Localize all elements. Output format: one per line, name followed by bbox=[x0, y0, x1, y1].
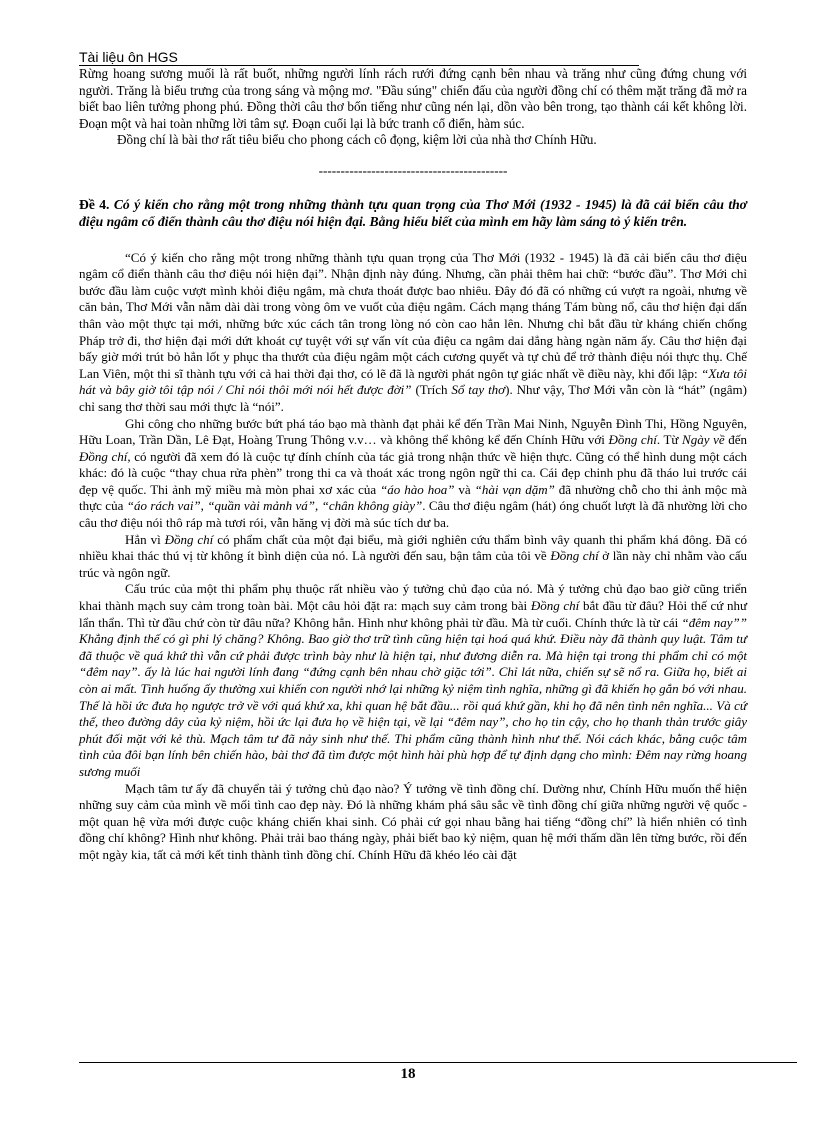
essay-paragraph-5: Mạch tâm tư ấy đã chuyển tải ý tưởng chủ đạo nào? Ý tưởng về tình đồng chí. Dường như, Chính Hữu muốn thể hiện những suy cảm của mình về mối tình cao đẹp này. Đó là những khám phá sâu sắc về tình đồng chí giữa những người vệ quốc - một quan hệ vừa mới được cuộc kháng chiến khai sinh. Có phải cứ gọi nhau bằng hai tiếng “đồng chí” là hiển nhiên có tình đồng chí không? Hình như không. Phải trải bao tháng ngày, phải biết bao kỷ niệm, quan hệ mới thấm dần lên từng bước, rồi đến một ngày kia, tất cả mới kết tinh thành tình đồng chí. Chính Hữu đã khéo léo cài đặt bbox=[79, 780, 747, 862]
footer-rule bbox=[79, 1062, 797, 1063]
poem-title: Đồng chí bbox=[164, 531, 214, 547]
question-heading bbox=[79, 196, 747, 230]
book-title: Sổ tay thơ bbox=[451, 382, 506, 398]
text-run: có phẩm chất của một đại biểu, mà giới nghiên cứu thẩm bình vây quanh thi phẩm khá đông. Đã có nhiều khai thác thú vị từ không ít bình diện của nó. Là người đến sau, bận tâm của tôi về bbox=[79, 531, 747, 564]
essay-paragraph-1 bbox=[79, 250, 747, 416]
question-label: Đề 4. bbox=[79, 196, 110, 212]
poem-quote: “hài vạn dặm” bbox=[474, 481, 555, 497]
poem-quote: “Xưa tôi hát và bây giờ tôi tập nói / Chỉ nói thôi mới nói hết được đời” bbox=[79, 365, 747, 398]
poem-title: Đồng chí bbox=[608, 432, 657, 448]
text-run: . Câu thơ điệu ngâm (hát) óng chuốt lượt là đã nhường lời cho câu thơ điệu nói thô ráp mà tươi rói, vẫn hăng vị đời mà súc tích dư ba. bbox=[79, 498, 748, 531]
poem-title: Đồng chí bbox=[79, 448, 128, 464]
text-run: đã nhường chỗ cho thi ảnh mộc mà thực của bbox=[79, 481, 747, 514]
essay-paragraph-4 bbox=[79, 581, 747, 780]
text-run: “Có ý kiến cho rằng một trong những thành tựu quan trọng của Thơ Mới (1932 - 1945) là đã cải biến câu thơ điệu ngâm cổ điển thành câu thơ điệu nói hiện đại”. Nhận định này đúng. Nhưng, cần phải thêm hai chữ: “bước đầu”. Thơ Mới chỉ bước đầu làm cuộc vượt mình khỏi điệu ngâm, mà chưa thoát được bao nhiêu. Đây đó đã có những cú vượt ra ngoài, nhưng về căn bản, Thơ Mới vẫn nằm dài dài trong vòng ôm ve vuốt của điệu ngâm. Cách mạng tháng Tám bùng nổ, câu thơ hiện đại dấn thân vào một thực tại mới, những bức xúc cách tân trong lòng nó còn cao hẳn lên. Nhưng chỉ bắt đầu từ kháng chiến chống Pháp trở đi, thơ hiện đại mới dứt khoát cự tuyệt với sự vấn vít của điệu ca ngâm dai dẳng hàng ngàn năm ấy. Câu thơ hiện đại bấy giờ mới trút bỏ hẳn lốt y phục tha thướt của điệu ngâm một cách cương quyết và tự chủ để trở thành điệu nói thực thụ. Chế Lan Viên, một thi sĩ thành tựu với cả hai thời đại thơ, có lẽ đã là người phát ngôn tự giác nhất về điều này, khi đối lập: bbox=[79, 249, 747, 381]
italic-passage: “đêm nay”” Khẳng định thế có gì phi lý chăng? Không. Bao giờ thơ trữ tình cũng hiện tại hoá quá khứ. Điều này đã thành quy luật. Tâm tư đã thuộc về quá khứ thì vẫn cứ phải được trình bày như là hiện tại, như đương diễn ra. Mà hiện tại trong thi phẩm chỉ có một “đêm nay”. ấy là lúc hai người lính đang “đứng cạnh bên nhau chờ giặc tới”. Chỉ lát nữa, chiến sự sẽ nổ ra. Giữa họ, biết ai còn ai mất. Tình huống ấy thường xui khiến con người nhớ lại những kỷ niệm tình nghĩa, những gì đã khiến họ gắn bó với nhau. Thế là hồi ức đưa họ ngược trở về với quá khứ xa, khi quan hệ bắt đầu... rồi quá khứ gần, khi họ đã nên tình nên nghĩa... Và cứ thế, theo đường dây của kỷ niệm, hồi ức lại đưa họ về hiện tại, về lại “đêm nay”, cho họ tin cậy, cho họ thanh thản trước giây phút đối mặt với kẻ thù. Mạch tâm tư đã nảy sinh như thế. Thi phẩm cũng thành hình như thế. Nói cách khác, bằng cuộc tâm tình của đôi bạn lính bên chiến hào, bài thơ đã tìm được một hình hài phù hợp để tự định dạng cho mình: Đêm nay rừng hoang sương muối bbox=[79, 614, 747, 779]
text-run: , có người đã xem đó là cuộc tự đính chính của tác giả trong nhận thức về hiện thực. Cũng có thể hình dung một cách khác: đó là cuộc “thay chua rửa phèn” trong thi ca và thoát xác trong ngôn ngữ thi ca. Cái đẹp chinh phu đã tháo lui trước cái đẹp vệ quốc. Thi ảnh mỹ miều mà mòn phai xơ xác của bbox=[79, 448, 747, 497]
poem-title: Ngày về bbox=[682, 432, 725, 448]
poem-quote: “chân không giày” bbox=[321, 498, 423, 514]
text-run: (Trích bbox=[411, 382, 452, 398]
intro-paragraph-2: Đồng chí là bài thơ rất tiêu biểu cho phong cách cô đọng, kiệm lời của nhà thơ Chính Hữu. bbox=[117, 132, 597, 148]
page-number: 18 bbox=[400, 1066, 416, 1082]
poem-title: Đồng chí bbox=[550, 548, 599, 564]
poem-quote: “áo hào hoa” bbox=[380, 481, 455, 497]
text-run: Hẳn vì bbox=[125, 531, 165, 547]
text-run: và bbox=[454, 481, 475, 497]
text-run: Cấu trúc của một thi phẩm phụ thuộc rất nhiều vào ý tưởng chủ đạo của nó. Mà ý tưởng chủ đạo bao giờ cũng triển khai thành mạch suy cảm trong toàn bài. Một câu hỏi đặt ra: mạch suy cảm trong bài bbox=[79, 581, 747, 614]
text-run: bắt đầu từ đâu? Hỏi thế cứ như lẩn thẩn. Thì từ đầu chứ còn từ đâu nữa? Không hẳn. Hình như không phải từ đầu. Mà từ cuối. Chính thức là từ cái bbox=[79, 598, 748, 630]
text-run: . Từ bbox=[656, 432, 683, 448]
question-text: Có ý kiến cho rằng một trong những thành tựu quan trọng của Thơ Mới (1932 - 1945) là đã cải biến câu thơ điệu ngâm cổ điển thành câu thơ điệu nói hiện đại. Bằng hiểu biết của mình em hãy làm sáng tỏ ý kiến trên. bbox=[79, 196, 747, 229]
essay-paragraph-2 bbox=[79, 416, 747, 532]
section-separator: ------------------------------------------- bbox=[318, 162, 508, 178]
poem-title: Đồng chí bbox=[530, 598, 580, 614]
text-run: Ghi công cho những bước bứt phá táo bạo mà thành đạt phải kể đến Trần Mai Ninh, Nguyễn Đình Thi, Hồng Nguyên, Hữu Loan, Trần Dần, Lê Đạt, Hoàng Trung Thông v.v… và không thể không kể đến Chính Hữu với bbox=[79, 415, 747, 448]
poem-quote: “áo rách vai” bbox=[126, 498, 201, 514]
document-body bbox=[79, 66, 747, 864]
text-run: ). Như vậy, Thơ Mới vẫn còn là “hát” (ngâm) chỉ sang thơ thời sau mới thực là “nói”. bbox=[79, 382, 748, 414]
text-run: đến bbox=[724, 432, 747, 448]
text-run: , bbox=[314, 498, 322, 514]
essay-paragraph-3 bbox=[79, 532, 747, 582]
header-title: Tài liệu ôn HGS bbox=[79, 49, 639, 66]
text-run: ở lần này chỉ nhằm vào cấu trúc và ngôn ngữ. bbox=[79, 548, 747, 580]
intro-paragraph-1: Rừng hoang sương muối là rất buốt, những người lính rách rưới đứng cạnh bên nhau và trăng như cũng đứng chung với người. Trăng là biểu trưng của trong sáng và mộng mơ. "Đầu súng" chiến đấu của người đồng chí có thêm mặt trăng đã mở ra biết bao liên tưởng phong phú. Đồng thời câu thơ bốn tiếng như cũng nén lại, dồn vào bên trong, tạo thành cái kết không lời. Đoạn một và hai toàn những lời tâm sự. Đoạn cuối lại là bức tranh cổ điển, hàm súc. bbox=[79, 66, 747, 131]
essay-body bbox=[79, 250, 747, 864]
poem-quote: “quần vài mảnh vá” bbox=[207, 498, 315, 514]
text-run: , bbox=[200, 498, 208, 514]
